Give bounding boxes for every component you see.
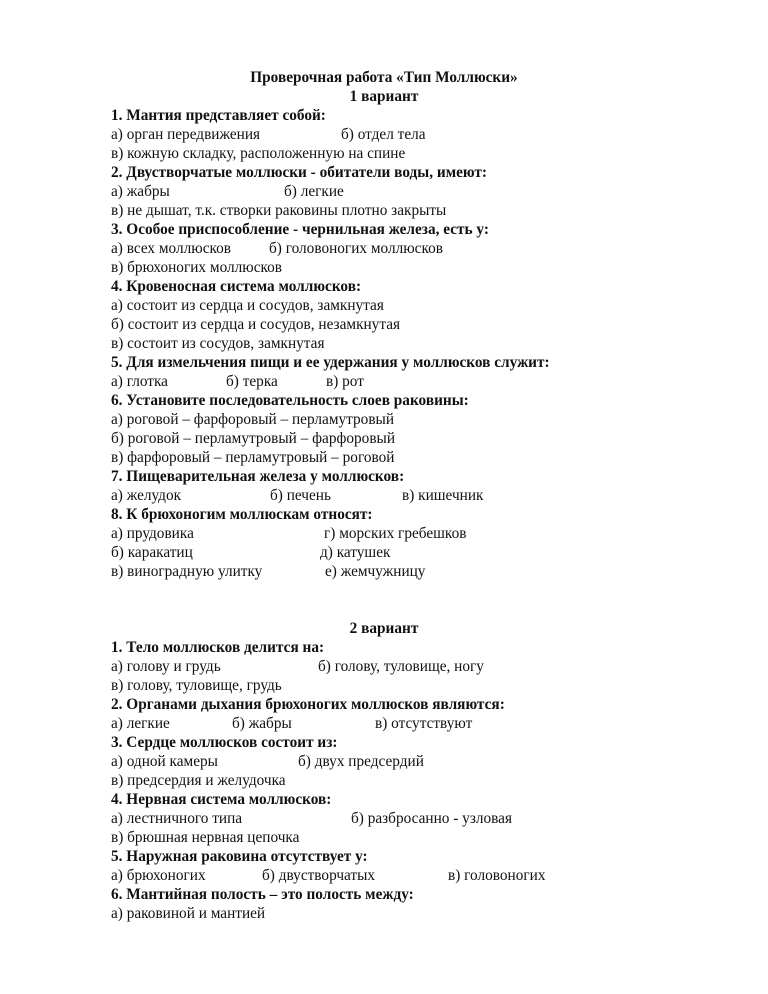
v1-q6-option-b: б) роговой – перламутровый – фарфоровый <box>111 430 396 447</box>
v2-q4-option-v: в) брюшная нервная цепочка <box>111 829 300 846</box>
v1-q7-option-a: а) желудок <box>111 487 182 504</box>
v2-question-2: 2. Органами дыхания брюхоногих моллюсков являются: <box>111 696 505 713</box>
v1-q4-option-b: б) состоит из сердца и сосудов, незамкнутая <box>111 316 401 333</box>
v1-q4-option-a: а) состоит из сердца и сосудов, замкнутая <box>111 297 384 314</box>
v2-question-4: 4. Нервная система моллюсков: <box>111 791 332 808</box>
v1-question-4: 4. Кровеносная система моллюсков: <box>111 278 362 295</box>
v1-q2-option-b: б) легкие <box>284 183 344 200</box>
v1-q3-option-b: б) головоногих моллюсков <box>269 240 443 257</box>
v1-q8-option-a: а) прудовика <box>111 525 194 542</box>
variant-1-heading: 1 вариант <box>349 88 419 105</box>
v1-q8-option-b: б) каракатиц <box>111 544 193 561</box>
v1-q2-option-v: в) не дышат, т.к. створки раковины плотно закрыты <box>111 202 447 219</box>
v2-question-5: 5. Наружная раковина отсутствует у: <box>111 848 368 865</box>
v2-q3-option-v: в) предсердия и желудочка <box>111 772 286 789</box>
v1-q8-option-v: в) виноградную улитку <box>111 563 263 580</box>
v1-question-5: 5. Для измельчения пищи и ее удержания у моллюсков служит: <box>111 354 550 371</box>
v1-q4-option-v: в) состоит из сосудов, замкнутая <box>111 335 325 352</box>
v2-q1-option-b: б) голову, туловище, ногу <box>318 658 484 675</box>
v1-q8-option-g: г) морских гребешков <box>324 525 467 542</box>
variant-2-heading: 2 вариант <box>349 620 419 637</box>
v1-q3-option-a: а) всех моллюсков <box>111 240 232 257</box>
v1-q8-option-e: е) жемчужницу <box>325 563 426 580</box>
v1-q1-option-b: б) отдел тела <box>341 126 426 143</box>
v1-question-8: 8. К брюхоногим моллюскам относят: <box>111 506 373 523</box>
v2-question-3: 3. Сердце моллюсков состоит из: <box>111 734 338 751</box>
v1-q3-option-v: в) брюхоногих моллюсков <box>111 259 283 276</box>
v2-q5-option-v: в) головоногих <box>448 867 546 884</box>
v2-q3-option-a: а) одной камеры <box>111 753 218 770</box>
v2-question-6: 6. Мантийная полость – это полость между: <box>111 886 414 903</box>
v1-question-7: 7. Пищеварительная железа у моллюсков: <box>111 468 405 485</box>
v2-q1-option-v: в) голову, туловище, грудь <box>111 677 282 694</box>
v2-q4-option-b: б) разбросанно - узловая <box>351 810 512 827</box>
v2-q3-option-b: б) двух предсердий <box>298 753 424 770</box>
v2-q2-option-b: б) жабры <box>232 715 292 732</box>
v1-q6-option-a: а) роговой – фарфоровый – перламутровый <box>111 411 395 428</box>
v1-q7-option-v: в) кишечник <box>402 487 484 504</box>
worksheet-title: Проверочная работа «Тип Моллюски» <box>250 69 518 86</box>
v2-q2-option-v: в) отсутствуют <box>375 715 473 732</box>
v1-q5-option-v: в) рот <box>326 373 364 390</box>
v1-q6-option-v: в) фарфоровый – перламутровый – роговой <box>111 449 395 466</box>
v1-q2-option-a: а) жабры <box>111 183 170 200</box>
v1-q8-option-d: д) катушек <box>320 544 391 561</box>
v1-q7-option-b: б) печень <box>270 487 331 504</box>
v2-q2-option-a: а) легкие <box>111 715 170 732</box>
v1-q5-option-a: а) глотка <box>111 373 168 390</box>
v1-q1-option-v: в) кожную складку, расположенную на спине <box>111 145 406 162</box>
v2-q1-option-a: а) голову и грудь <box>111 658 221 675</box>
v1-question-6: 6. Установите последовательность слоев раковины: <box>111 392 469 409</box>
v1-question-3: 3. Особое приспособление - чернильная железа, есть у: <box>111 221 489 238</box>
v2-q6-option-a: а) раковиной и мантией <box>111 905 266 922</box>
v1-question-1: 1. Мантия представляет собой: <box>111 107 326 124</box>
v2-q5-option-b: б) двустворчатых <box>262 867 376 884</box>
v1-question-2: 2. Двустворчатые моллюски - обитатели воды, имеют: <box>111 164 487 181</box>
v2-q5-option-a: а) брюхоногих <box>111 867 206 884</box>
v1-q5-option-b: б) терка <box>226 373 278 390</box>
v2-q4-option-a: а) лестничного типа <box>111 810 243 827</box>
v1-q1-option-a: а) орган передвижения <box>111 126 261 143</box>
v2-question-1: 1. Тело моллюсков делится на: <box>111 639 325 656</box>
